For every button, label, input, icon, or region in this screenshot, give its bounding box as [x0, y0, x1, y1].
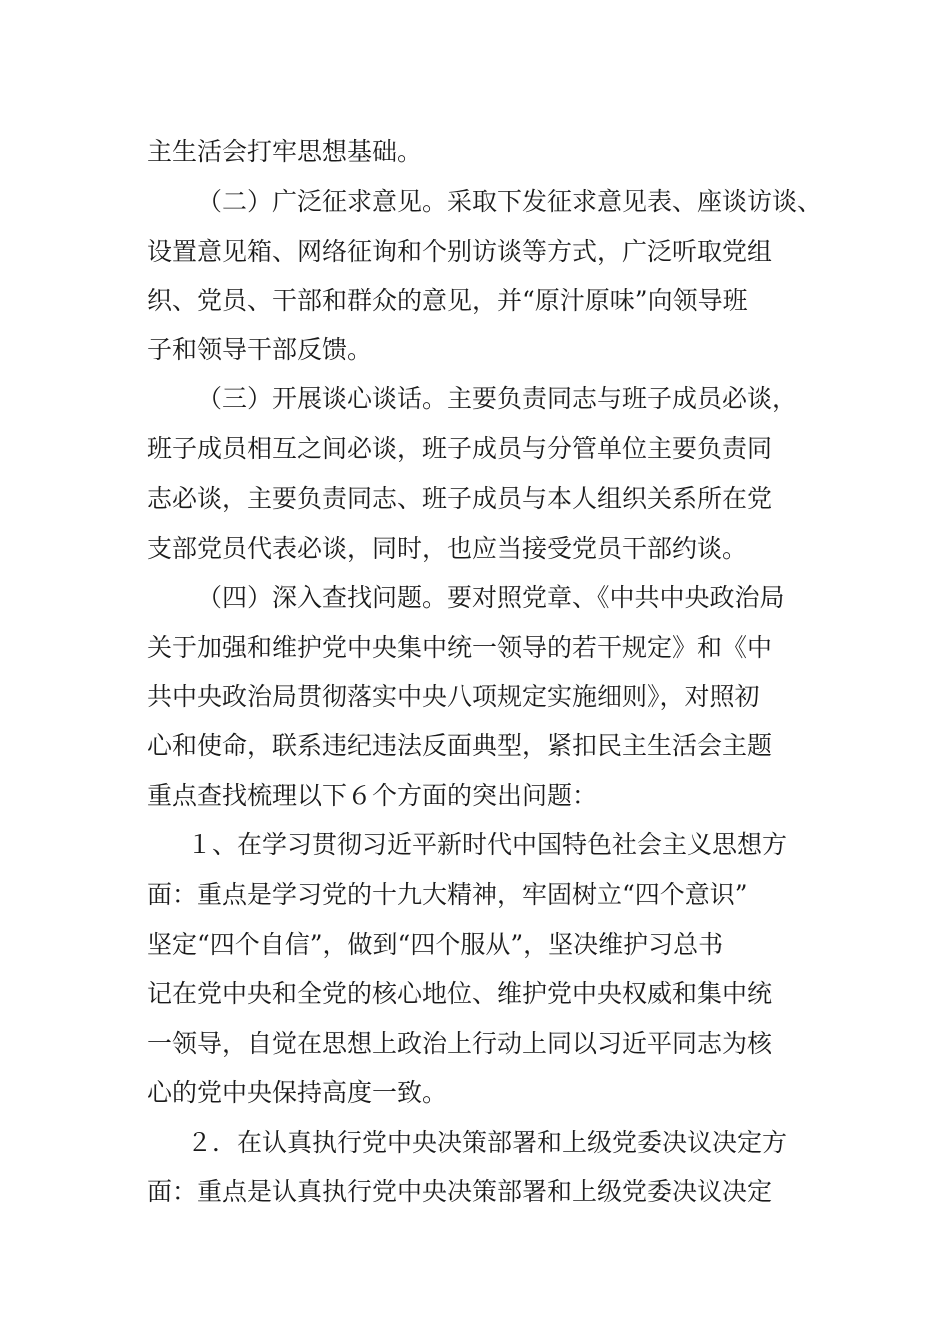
text-line: （三）开展谈心谈话。主要负责同志与班子成员必谈， [197, 384, 798, 413]
text-line: 心和使命，联系违纪违法反面典型，紧扣民主生活会主题 [147, 731, 773, 760]
text-line: （二）广泛征求意见。采取下发征求意见表、座谈访谈、 [197, 187, 823, 216]
text-line: 志必谈，主要负责同志、班子成员与本人组织关系所在党 [147, 484, 773, 513]
text-line: 主生活会打牢思想基础。 [147, 137, 423, 166]
text-line: 心的党中央保持高度一致。 [147, 1078, 448, 1107]
text-line: 设置意见箱、网络征询和个别访谈等方式，广泛听取党组 [147, 237, 773, 266]
text-line: （四）深入查找问题。要对照党章、《中共中央政治局 [197, 583, 785, 612]
text-line: 一领导，自觉在思想上政治上行动上同以习近平同志为核 [147, 1029, 773, 1058]
text-line: １、在学习贯彻习近平新时代中国特色社会主义思想方 [187, 830, 788, 859]
text-line: 关于加强和维护党中央集中统一领导的若干规定》和《中 [147, 633, 773, 662]
text-line: 支部党员代表必谈，同时，也应当接受党员干部约谈。 [147, 534, 748, 563]
text-line: 共中央政治局贯彻落实中央八项规定实施细则》，对照初 [147, 682, 760, 711]
text-line: 织、党员、干部和群众的意见，并“原汁原味”向领导班 [147, 286, 748, 315]
text-line: 班子成员相互之间必谈，班子成员与分管单位主要负责同 [147, 434, 773, 463]
text-line: 记在党中央和全党的核心地位、维护党中央权威和集中统 [147, 979, 773, 1008]
text-line: 子和领导干部反馈。 [147, 335, 373, 364]
text-line: ２．在认真执行党中央决策部署和上级党委决议决定方 [187, 1128, 788, 1157]
text-line: 面：重点是学习党的十九大精神，牢固树立“四个意识” [147, 880, 748, 909]
text-line: 坚定“四个自信”，做到“四个服从”，坚决维护习总书 [147, 930, 724, 959]
text-line: 面：重点是认真执行党中央决策部署和上级党委决议决定 [147, 1177, 773, 1206]
text-line: 重点查找梳理以下６个方面的突出问题： [147, 781, 598, 810]
